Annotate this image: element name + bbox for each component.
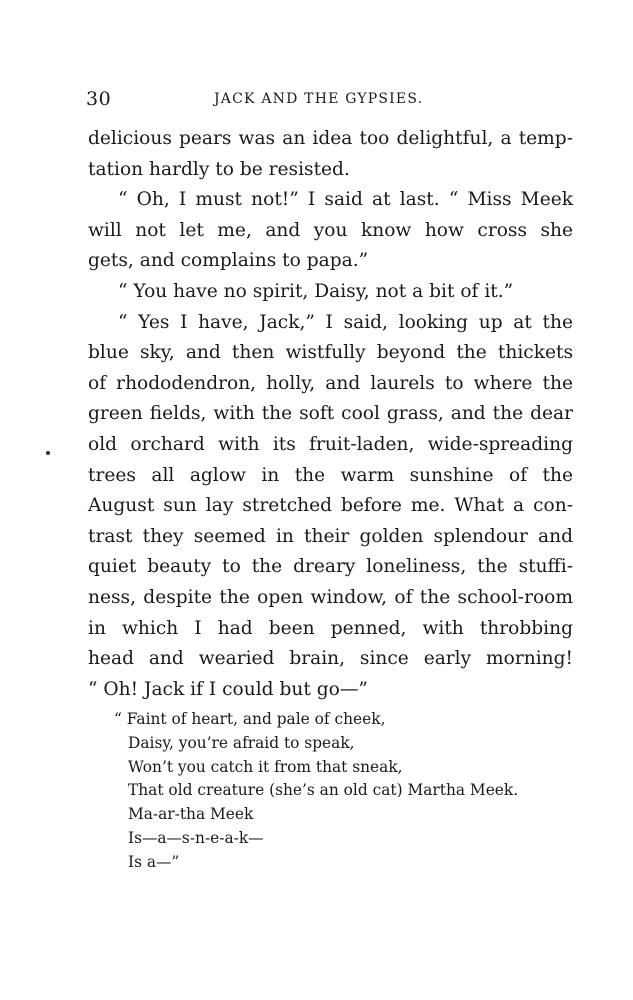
text-line: ness, despite the open window, of the school-room [88, 586, 573, 608]
text-line: August sun lay stretched before me. What a con- [88, 495, 573, 517]
text-line: quiet beauty to the dreary loneliness, the stuffi- [88, 556, 573, 578]
text-line: green fields, with the soft cool grass, and the dear [88, 403, 573, 425]
page-number: 30 [86, 88, 112, 110]
text-line: “ You have no spirit, Daisy, not a bit of it.” [118, 280, 514, 302]
verse-line: That old creature (she’s an old cat) Martha Meek. [128, 781, 519, 800]
verse-line: Ma-ar-tha Meek [128, 805, 254, 824]
text-line: trast they seemed in their golden splendour and [88, 525, 573, 547]
text-line: of rhododendron, holly, and laurels to where the [88, 372, 573, 394]
verse-line: “ Faint of heart, and pale of cheek, [114, 710, 386, 728]
text-line: delicious pears was an idea too delightful, a temp- [88, 128, 573, 149]
text-line: old orchard with its fruit-laden, wide-spreading [88, 433, 573, 455]
ink-speck [46, 451, 50, 455]
text-line: head and wearied brain, since early morning! [88, 648, 573, 670]
verse-block [114, 708, 554, 875]
text-line: blue sky, and then wistfully beyond the thickets [88, 342, 573, 364]
verse-line: Daisy, you’re afraid to speak, [128, 733, 355, 752]
body-text [88, 124, 573, 705]
text-line: in which I had been penned, with throbbing [88, 617, 573, 639]
text-line: “ Oh, I must not!” I said at last. “ Miss Meek [118, 189, 573, 211]
running-head [86, 88, 574, 112]
text-line: “ Yes I have, Jack,” I said, looking up at the [118, 311, 573, 333]
text-line: tation hardly to be resisted. [88, 158, 350, 180]
verse-line: Won’t you catch it from that sneak, [128, 757, 403, 776]
text-line: gets, and complains to papa.” [88, 250, 369, 272]
text-line: will not let me, and you know how cross she [88, 219, 573, 241]
text-line: “ Oh! Jack if I could but go—” [88, 678, 368, 700]
text-line: trees all aglow in the warm sunshine of the [88, 464, 573, 486]
verse-line: Is a—” [128, 852, 180, 871]
verse-line: Is—a—s-n-e-a-k— [128, 828, 264, 847]
running-title: JACK AND THE GYPSIES. [214, 91, 424, 107]
